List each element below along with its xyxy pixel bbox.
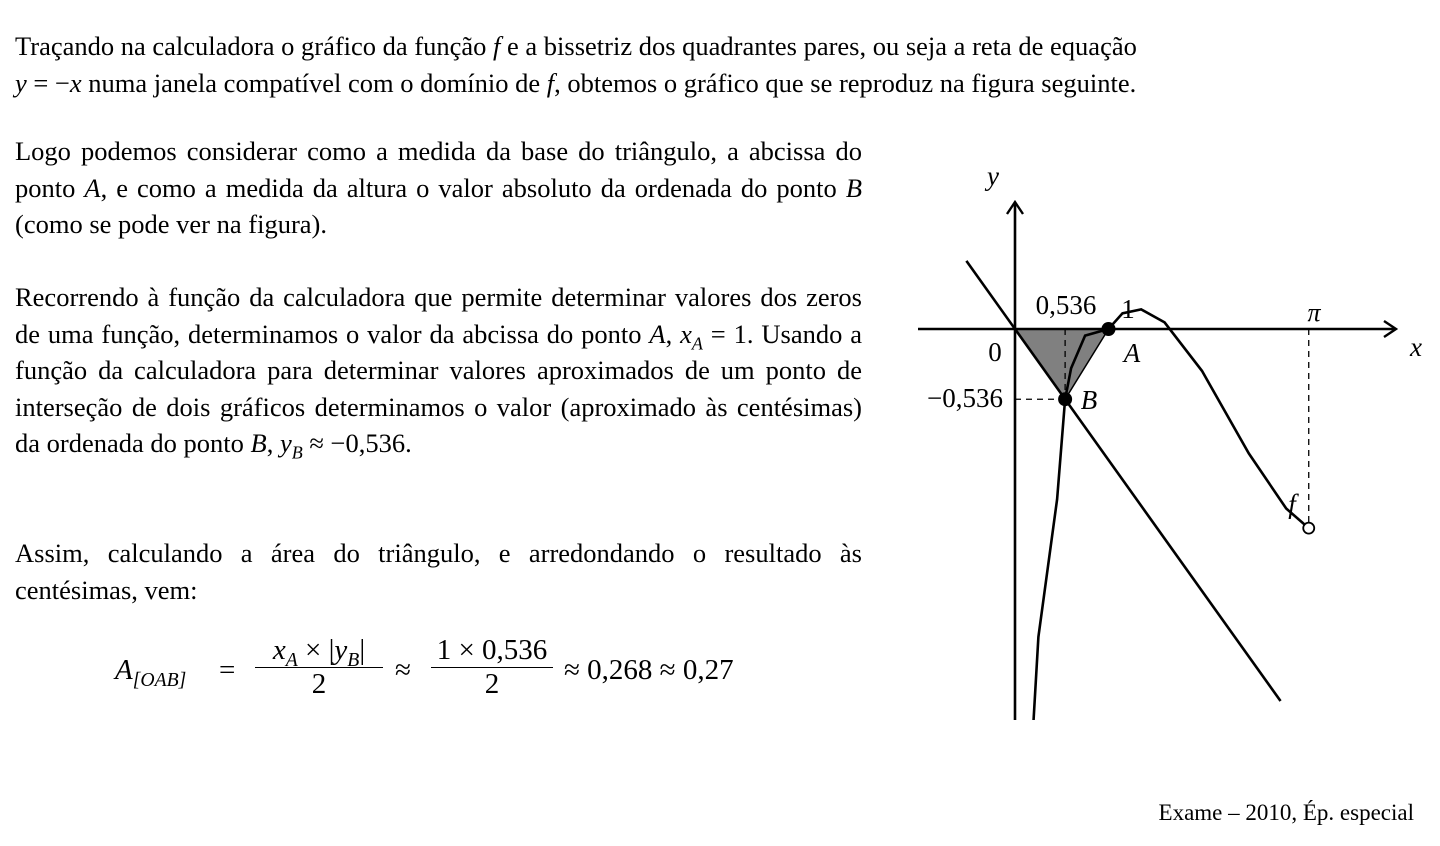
label-pi: π [1307, 298, 1321, 327]
formula-result: ≈ 0,268 ≈ 0,27 [564, 654, 734, 686]
paragraph-calculator-method: Recorrendo à função da calculadora que permite determinar valores dos zeros de uma função, determinamos o valor da abcissa do ponto A, $x_A = 1$. Usando a função da calculadora para determinar valores aproximados de um ponto de interseção de dois gráficos determinamos o valor (aproximado às centésimas) da ordenada do ponto B, $y_B \approx -0,536$. [15, 282, 862, 463]
fraction-1-denominator: 2 [311, 668, 327, 700]
label-0536: 0,536 [1035, 290, 1097, 320]
fraction-xa-yb [255, 634, 383, 701]
function-graph-figure [900, 150, 1430, 730]
open-endpoint [1303, 523, 1314, 534]
label-1: 1 [1121, 294, 1135, 324]
formula-equals: = [219, 654, 236, 686]
paragraph-area-intro: Assim, calculando a área do triângulo, e arredondando o resultado às centésimas, vem: [15, 538, 862, 605]
x-axis-label: x [1410, 332, 1422, 362]
function-f-label: f [1288, 489, 1296, 519]
label-neg-0536: −0,536 [927, 383, 1003, 413]
point-b-label: B [1080, 385, 1098, 415]
source-citation: Exame – 2010, Ép. especial [1158, 800, 1414, 825]
y-axis-label: y [987, 161, 999, 191]
point-a [1102, 322, 1116, 336]
area-formula [115, 634, 815, 710]
paragraph-base-height: Logo podemos considerar como a medida da base do triângulo, a abcissa do ponto A, e como a medida da altura o valor absoluto da ordenada do ponto B (como se pode ver na figura). [15, 136, 862, 240]
fraction-1-numerator: $x_A \times |y_B|$ [272, 634, 366, 671]
point-a-label: A [1123, 338, 1141, 368]
fraction-numeric [431, 634, 553, 701]
fraction-2-denominator: 2 [484, 668, 500, 700]
fraction-2-numerator: 1 × 0,536 [436, 634, 548, 666]
point-b [1058, 392, 1072, 406]
intro-paragraph: Traçando na calculadora o gráfico da função f e a bissetriz dos quadrantes pares, ou seja a reta de equação y = −x numa janela compatível com o domínio de f, obtemos o gráfico que se reproduz na figura seguinte. [15, 31, 1137, 98]
formula-approx-1: ≈ [395, 654, 411, 686]
line-y-equals-minus-x [966, 261, 1280, 701]
formula-lhs: $A_{[OAB]}$ [115, 654, 187, 691]
origin-label: 0 [988, 337, 1002, 367]
